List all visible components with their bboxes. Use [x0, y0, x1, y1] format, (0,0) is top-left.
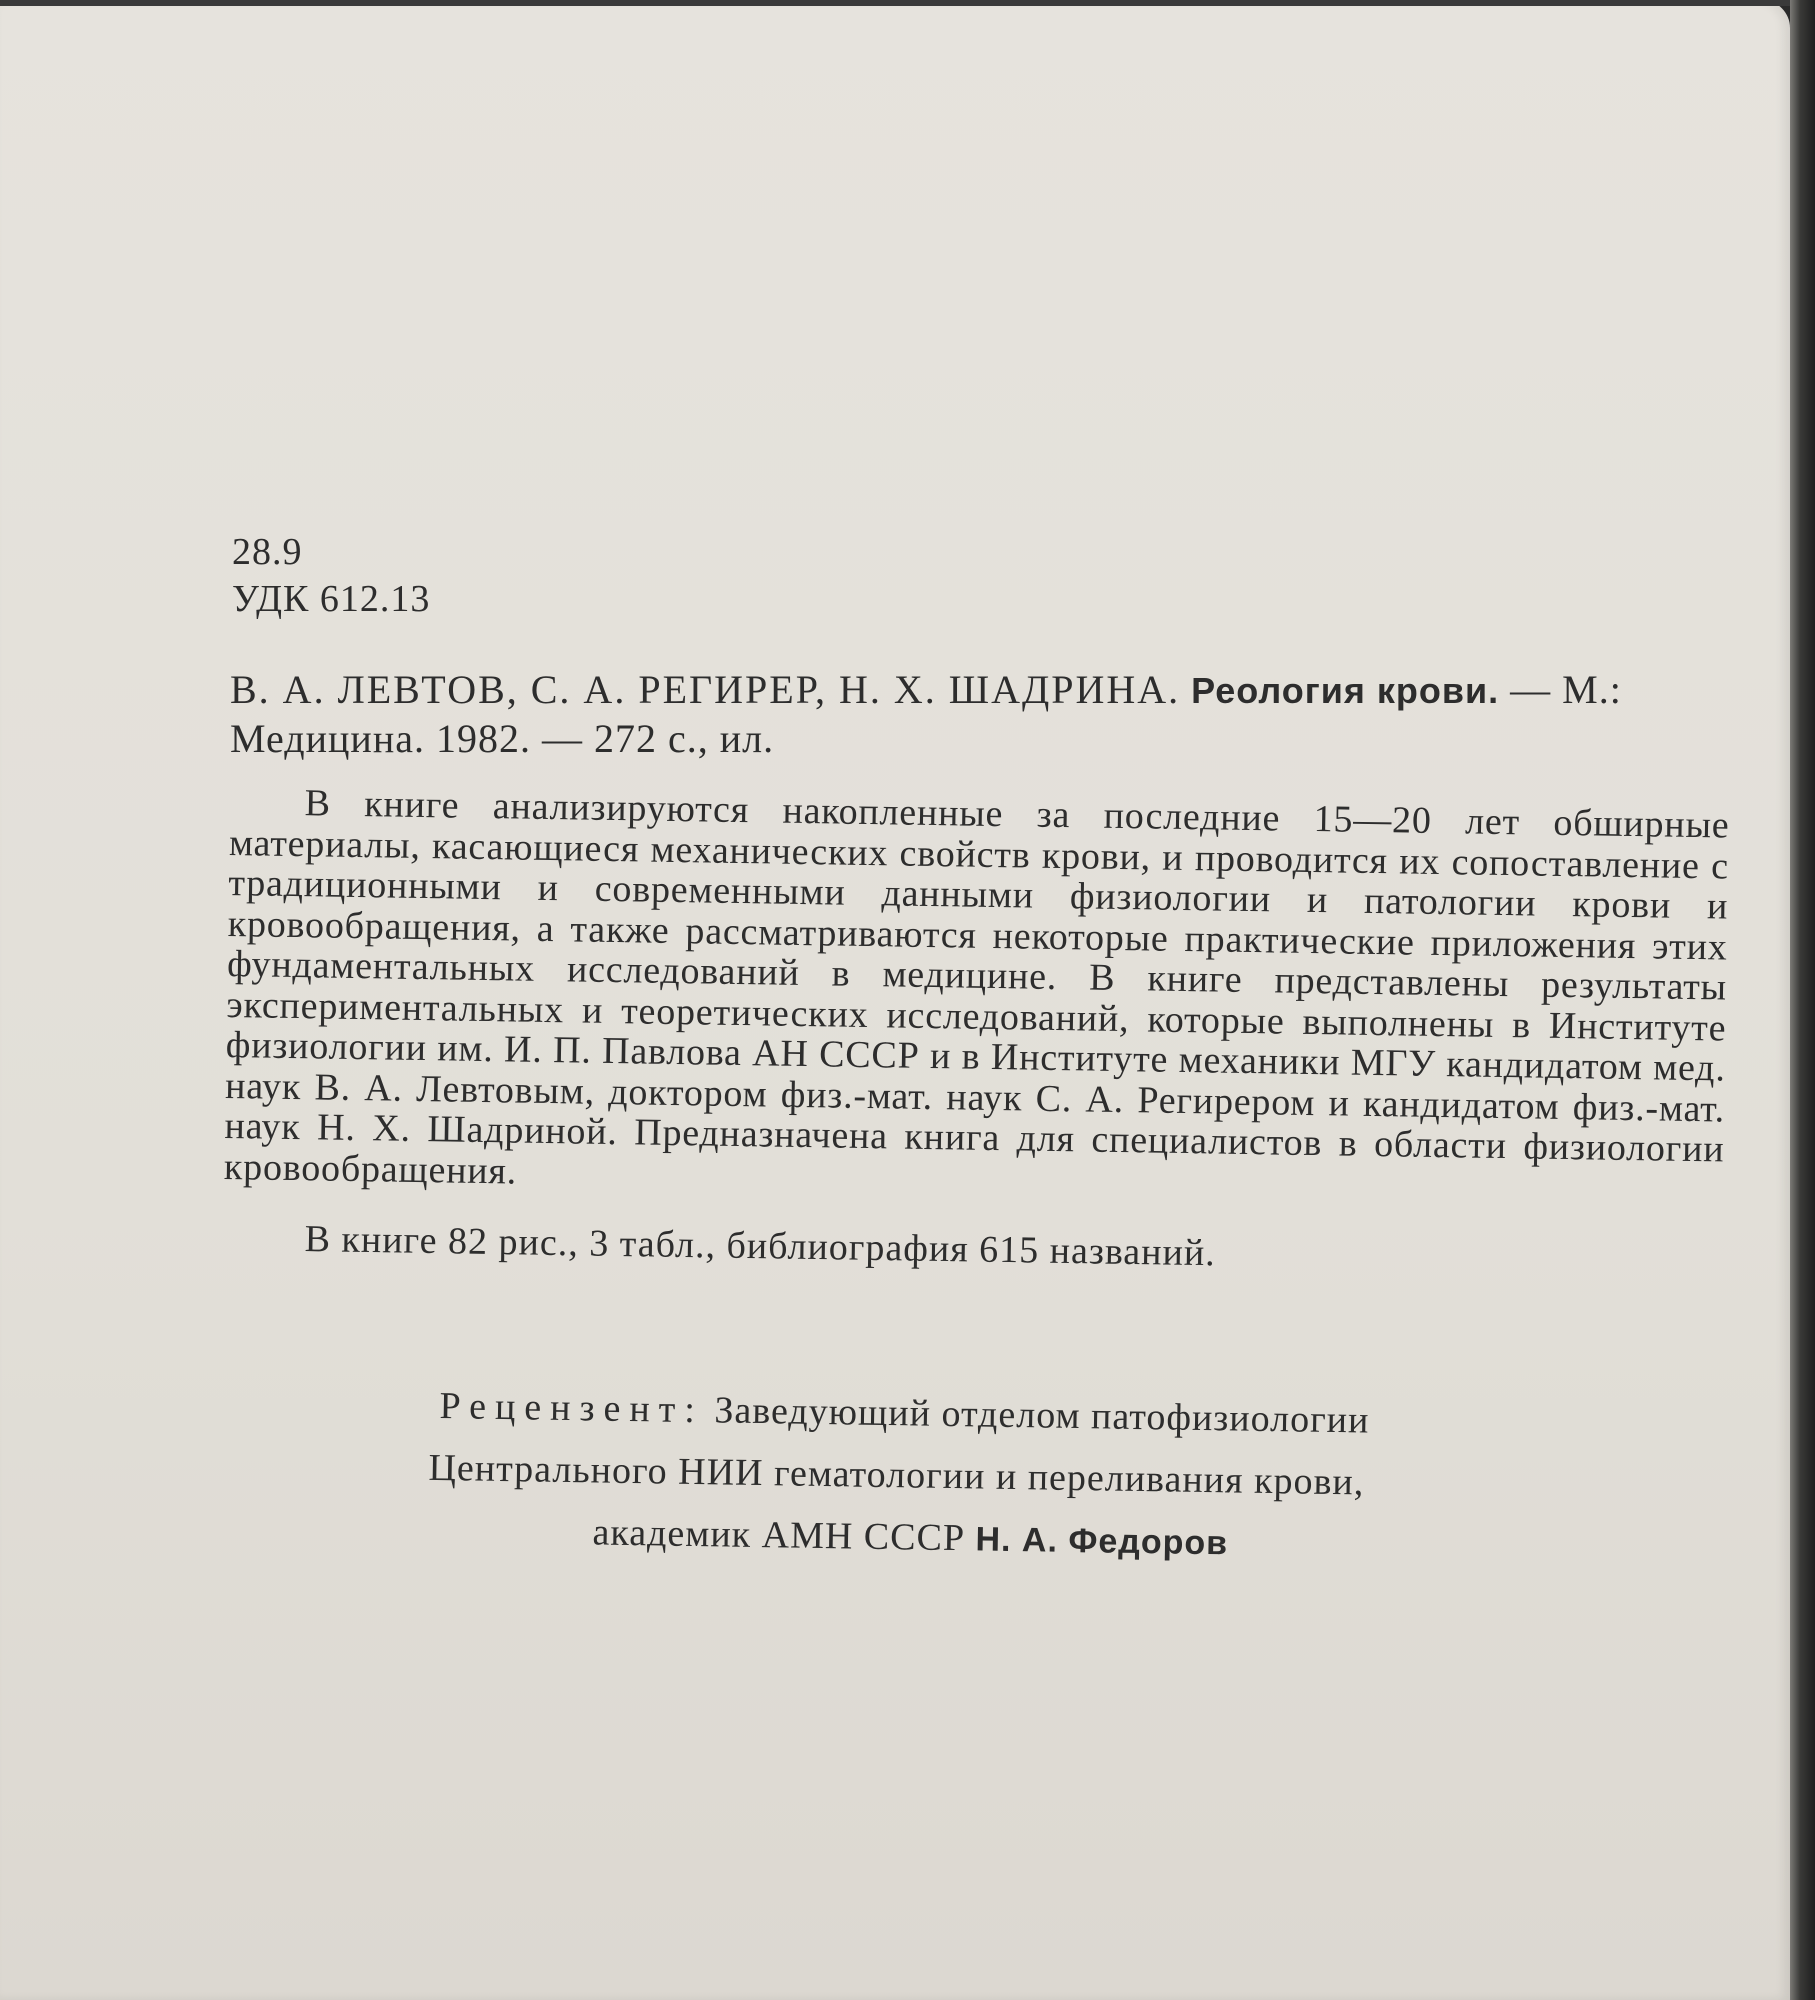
- book-edge: [1790, 0, 1815, 2000]
- bibliographic-citation: [230, 666, 1720, 763]
- citation-authors: В. А. ЛЕВТОВ, С. А. РЕГИРЕР, Н. Х. ШАДРИНА.: [230, 667, 1181, 712]
- abstract-paragraph: В книге анализируются накопленные за последние 15—20 лет обширные материалы, касающиеся механических свойств крови, и проводится их сопоставление с традиционными и современными данными физиологии и патологии крови и кровообращения, а также рассматриваются некоторые практические приложения этих фундаментальных исследований в медицине. В книге представлены результаты экспериментальных и теоретических исследований, которые выполнены в Институте физиологии им. И. П. Павлова АН СССР и в Институте механики МГУ кандидатом мед. наук В. А. Левтовым, доктором физ.-мат. наук С. А. Регирером и кандидатом физ.-мат. наук Н. Х. Шадриной. Предназначена книга для специалистов в области физиологии кровообращения.: [223, 782, 1730, 1193]
- book-statistics: В книге 82 рис., 3 табл., библиография 615 названий.: [304, 1217, 1217, 1275]
- reviewer-name: Н. А. Федоров: [975, 1520, 1229, 1563]
- citation-title: Реология крови.: [1191, 670, 1500, 711]
- citation-publisher-details: Медицина. 1982. — 272 с., ил.: [230, 716, 775, 761]
- reviewer-position: Заведующий отделом патофизиологии: [714, 1389, 1370, 1442]
- reviewer-block: [428, 1375, 1520, 1579]
- reviewer-label: Рецензент:: [439, 1384, 705, 1432]
- bbk-index: 28.9: [232, 531, 303, 573]
- reviewer-line-3: [592, 1501, 1518, 1579]
- page-top-border: [0, 0, 1790, 6]
- udk-index: УДК 612.13: [232, 578, 431, 620]
- citation-publisher-city: — М.:: [1499, 667, 1622, 712]
- reviewer-institution: Центрального НИИ гематологии и переливания крови,: [428, 1446, 1365, 1504]
- reviewer-title: академик АМН СССР: [592, 1511, 966, 1560]
